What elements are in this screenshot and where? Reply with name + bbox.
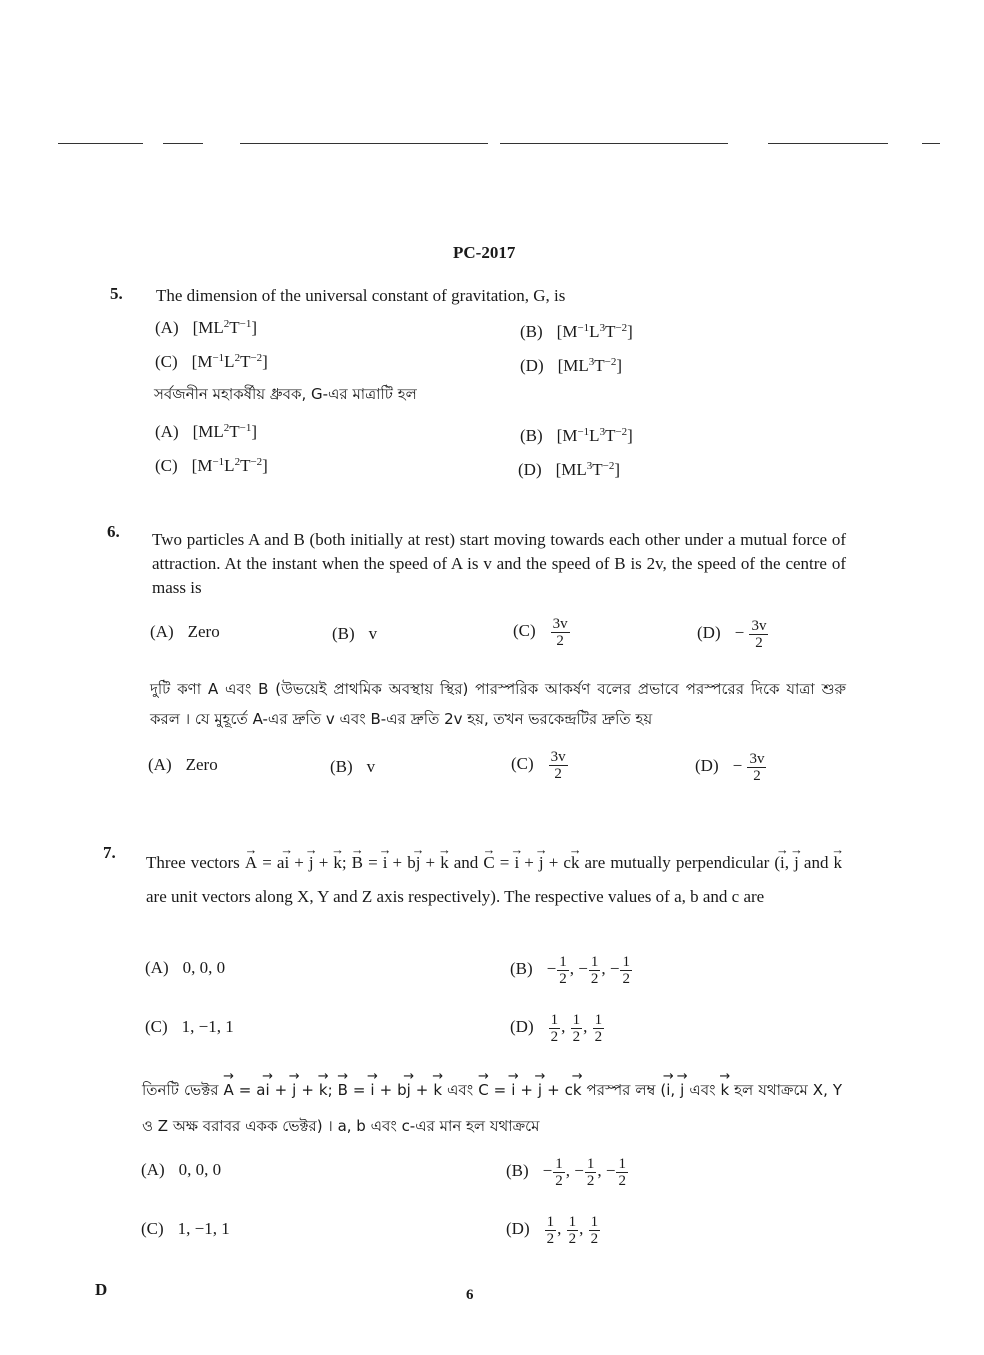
math-text: + xyxy=(269,1081,293,1099)
option-label: (A) xyxy=(155,422,179,441)
option[interactable] xyxy=(518,460,620,480)
math-text: + xyxy=(313,853,334,872)
option-value xyxy=(557,426,633,445)
math-text: − xyxy=(546,959,557,979)
math-text: Zero xyxy=(187,622,220,641)
vector-symbol: → B xyxy=(338,1072,348,1108)
numerator: 1 xyxy=(622,954,630,970)
math-text: [ML xyxy=(555,460,587,479)
superscript: −1 xyxy=(577,322,590,334)
math-text: T xyxy=(240,352,251,371)
option-label: (D) xyxy=(518,460,542,479)
vector-symbol: → A xyxy=(245,846,257,880)
math-text: L xyxy=(224,456,235,475)
option[interactable] xyxy=(520,356,622,376)
math-text: Three vectors xyxy=(146,853,245,872)
option-label: (D) xyxy=(520,356,544,375)
option-label: (D) xyxy=(697,623,721,643)
math-text: + xyxy=(296,1081,319,1099)
option-label: (C) xyxy=(141,1219,164,1238)
math-text: ] xyxy=(616,356,623,375)
header-rule xyxy=(163,143,203,144)
vector-symbol: → A xyxy=(223,1072,233,1108)
math-text: ; xyxy=(341,853,352,872)
vector-symbol: → i xyxy=(284,846,289,880)
fraction xyxy=(567,1214,579,1247)
option-label: (B) xyxy=(520,322,543,341)
option[interactable] xyxy=(330,757,375,777)
vector-symbol: → C xyxy=(478,1072,488,1108)
vector-symbol: → i xyxy=(780,846,785,880)
option[interactable] xyxy=(332,624,377,644)
vector-symbol: → k xyxy=(834,846,843,880)
math-text: , − xyxy=(601,959,620,979)
option-label: (D) xyxy=(510,1017,534,1037)
math-text: পরস্পর লম্ব ( xyxy=(581,1081,667,1099)
denominator: 2 xyxy=(546,1231,555,1247)
math-text: + xyxy=(519,853,539,872)
fraction xyxy=(589,1214,601,1247)
math-text: and xyxy=(448,853,484,872)
vector-symbol: → k xyxy=(571,846,580,880)
option-value xyxy=(192,456,268,475)
vector-symbol: → j xyxy=(292,1072,296,1108)
fraction xyxy=(749,618,768,651)
math-text: , xyxy=(557,1219,566,1239)
math-text: ] xyxy=(262,456,268,475)
math-text: , − xyxy=(569,959,588,979)
denominator: 2 xyxy=(618,1173,626,1189)
superscript: 2 xyxy=(234,352,241,364)
math-text: Zero xyxy=(185,755,218,774)
fraction xyxy=(747,751,766,784)
numerator: 3v xyxy=(751,618,767,634)
math-text: v xyxy=(366,757,376,776)
math-text: T xyxy=(229,318,240,337)
option-label: (C) xyxy=(145,1017,168,1036)
set-code: D xyxy=(95,1280,108,1299)
option-label: (A) xyxy=(155,318,179,337)
option-value xyxy=(193,422,257,441)
option-value xyxy=(369,624,378,643)
option[interactable] xyxy=(145,958,225,978)
option-label: (B) xyxy=(330,757,353,776)
option-label: (D) xyxy=(695,756,719,776)
vector-symbol: → j xyxy=(407,1072,411,1108)
option-value xyxy=(558,356,622,375)
numerator: 1 xyxy=(546,1214,555,1230)
superscript: 3 xyxy=(586,460,593,472)
vector-symbol: → i xyxy=(666,1072,670,1108)
math-text: এবং xyxy=(684,1081,721,1099)
option-label: (A) xyxy=(145,958,169,977)
page-number: 6 xyxy=(466,1287,474,1303)
math-text: [M xyxy=(191,352,213,371)
option-label: (C) xyxy=(511,754,534,774)
header-rule xyxy=(240,143,488,144)
option-value xyxy=(186,755,218,774)
math-text: [M xyxy=(556,426,578,445)
superscript: −1 xyxy=(239,422,252,434)
fraction xyxy=(553,1156,565,1189)
math-text: and xyxy=(798,853,834,872)
superscript: −1 xyxy=(239,318,252,330)
option-value xyxy=(542,1156,629,1189)
option[interactable] xyxy=(155,422,257,442)
option-label: (B) xyxy=(510,959,533,979)
fraction xyxy=(551,616,570,649)
math-text: − xyxy=(732,756,747,776)
numerator: 1 xyxy=(572,1012,581,1028)
vector-symbol: → k xyxy=(721,1072,730,1108)
option-label: (A) xyxy=(141,1160,165,1179)
math-text: = xyxy=(347,1081,371,1099)
math-text: [ML xyxy=(557,356,589,375)
header-rule xyxy=(922,143,940,144)
option-value xyxy=(178,1219,230,1238)
vector-symbol: → B xyxy=(352,846,363,880)
option-label: (B) xyxy=(506,1161,529,1181)
superscript: 2 xyxy=(223,318,230,330)
vector-symbol: → C xyxy=(483,846,494,880)
denominator: 2 xyxy=(753,768,761,784)
option[interactable] xyxy=(145,1017,234,1037)
math-text: ] xyxy=(251,318,258,337)
fraction xyxy=(549,749,568,782)
numerator: 1 xyxy=(586,1156,595,1172)
math-text: T xyxy=(605,322,616,341)
option[interactable] xyxy=(141,1160,221,1180)
math-text: L xyxy=(589,426,600,445)
math-text: হল যথাক্রমে X, Y ও Z অক্ষ বরাবর একক ভেক্টর) । a, b এবং c-এর মান হল যথাক্রমে xyxy=(142,1081,842,1135)
math-text: + xyxy=(410,1081,434,1099)
option-value xyxy=(188,622,220,641)
math-text: [ML xyxy=(192,422,224,441)
math-text: [M xyxy=(191,456,213,475)
superscript: −1 xyxy=(212,352,225,364)
option-value xyxy=(546,954,633,987)
numerator: 3v xyxy=(749,751,765,767)
header-rule xyxy=(58,143,143,144)
math-text: ; xyxy=(327,1081,338,1099)
math-text: T xyxy=(594,356,605,375)
vector-symbol: → i xyxy=(514,846,519,880)
header-rule xyxy=(500,143,728,144)
vector-symbol: → j xyxy=(539,846,544,880)
option-label: (C) xyxy=(155,352,178,371)
option-value xyxy=(179,1160,222,1179)
math-text: , xyxy=(579,1219,588,1239)
denominator: 2 xyxy=(590,971,599,987)
math-text: [M xyxy=(556,322,578,341)
math-text: ] xyxy=(251,422,258,441)
numerator: 1 xyxy=(590,954,599,970)
option-label: (C) xyxy=(155,456,178,475)
superscript: −2 xyxy=(615,322,628,334)
vector-symbol: → j xyxy=(794,846,799,880)
math-text: , xyxy=(561,1017,570,1037)
numerator: 1 xyxy=(590,1214,599,1230)
numerator: 1 xyxy=(555,1156,563,1172)
math-text: T xyxy=(592,460,603,479)
denominator: 2 xyxy=(568,1231,577,1247)
option-label: (D) xyxy=(506,1219,530,1239)
math-text: − xyxy=(734,623,749,643)
math-text: 1, −1, 1 xyxy=(181,1017,234,1036)
denominator: 2 xyxy=(555,1173,563,1189)
question-text-en: The dimension of the universal constant of gravitation, G, is xyxy=(156,286,566,305)
math-text: = xyxy=(494,853,515,872)
question-number: 7. xyxy=(103,843,116,862)
math-text: 1, −1, 1 xyxy=(177,1219,230,1238)
option[interactable] xyxy=(697,618,769,651)
math-text: ] xyxy=(262,352,268,371)
vector-symbol: → k xyxy=(573,1072,582,1108)
math-text: , xyxy=(670,1081,681,1099)
math-text: + b xyxy=(374,1081,407,1099)
header-rule xyxy=(768,143,888,144)
numerator: 3v xyxy=(550,749,566,765)
superscript: 3 xyxy=(599,426,606,438)
denominator: 2 xyxy=(550,1029,559,1045)
math-text: T xyxy=(229,422,240,441)
fraction xyxy=(571,1012,583,1045)
vector-symbol: → k xyxy=(440,846,449,880)
math-text: ] xyxy=(627,322,633,341)
math-text: = xyxy=(488,1081,512,1099)
option-value xyxy=(548,1012,606,1045)
fraction xyxy=(593,1012,605,1045)
question-number: 6. xyxy=(107,522,120,541)
numerator: 1 xyxy=(550,1012,559,1028)
fraction xyxy=(616,1156,628,1189)
question-text-bn: দুটি কণা A এবং B (উভয়েই প্রাথমিক অবস্থায় স্থির) পারস্পরিক আকর্ষণ বলের প্রভাবে পরস্পরের দিকে যাত্রা শুরু করল । যে মুহূর্তে A-এর দ্রুতি v এবং B-এর দ্রুতি 2v হয়, তখন ভরকেন্দ্রটির দ্রুতি হয় xyxy=(150,680,846,728)
math-text: , − xyxy=(597,1161,616,1181)
fraction xyxy=(620,954,632,987)
math-text: T xyxy=(240,456,251,475)
fraction xyxy=(585,1156,597,1189)
math-text: v xyxy=(368,624,378,643)
math-text: = a xyxy=(233,1081,266,1099)
fraction xyxy=(589,954,601,987)
question-text-en: Two particles A and B (both initially at rest) start moving towards each other under a mutual force of attraction. At the instant when the speed of A is v and the speed of B is 2v, the speed of the centre of mass is xyxy=(152,530,846,597)
denominator: 2 xyxy=(594,1029,603,1045)
option[interactable] xyxy=(520,426,633,446)
question-number: 5. xyxy=(110,284,123,303)
numerator: 1 xyxy=(618,1156,626,1172)
denominator: 2 xyxy=(590,1231,599,1247)
numerator: 1 xyxy=(559,954,567,970)
superscript: 2 xyxy=(234,456,241,468)
option-value xyxy=(550,616,571,649)
vector-symbol: → i xyxy=(265,1072,269,1108)
math-text: + xyxy=(289,853,309,872)
option[interactable] xyxy=(520,322,633,342)
superscript: −1 xyxy=(212,456,225,468)
option-value xyxy=(548,749,569,782)
option-label: (A) xyxy=(150,622,174,641)
vector-symbol: → i xyxy=(383,846,388,880)
vector-symbol: → j xyxy=(680,1072,684,1108)
superscript: −2 xyxy=(250,352,263,364)
option[interactable] xyxy=(506,1214,601,1247)
math-text: − xyxy=(542,1161,553,1181)
math-text: তিনটি ভেক্টর xyxy=(142,1081,224,1099)
option[interactable] xyxy=(695,751,767,784)
math-text: = xyxy=(363,853,383,872)
option[interactable] xyxy=(150,622,220,642)
math-text: L xyxy=(589,322,600,341)
superscript: −2 xyxy=(250,456,263,468)
fraction xyxy=(549,1012,561,1045)
fraction xyxy=(545,1214,557,1247)
math-text: L xyxy=(224,352,235,371)
option-value xyxy=(734,618,770,651)
vector-symbol: → j xyxy=(538,1072,542,1108)
option[interactable] xyxy=(513,616,571,649)
math-text: এবং xyxy=(442,1081,479,1099)
question-text-bn: সর্বজনীন মহাকর্ষীয় ধ্রুবক, G-এর মাত্রাটি হল xyxy=(154,385,417,403)
option[interactable] xyxy=(148,755,218,775)
option-value xyxy=(557,322,633,341)
option-value xyxy=(732,751,768,784)
option[interactable] xyxy=(141,1219,230,1239)
option-value xyxy=(544,1214,602,1247)
math-text: ] xyxy=(614,460,621,479)
denominator: 2 xyxy=(586,1173,595,1189)
denominator: 2 xyxy=(572,1029,581,1045)
denominator: 2 xyxy=(554,766,562,782)
option[interactable] xyxy=(155,456,268,476)
math-text: , xyxy=(583,1017,592,1037)
math-text: 0, 0, 0 xyxy=(182,958,226,977)
fraction xyxy=(557,954,569,987)
option-value xyxy=(183,958,226,977)
superscript: 3 xyxy=(599,322,606,334)
option[interactable] xyxy=(510,954,633,987)
math-text: 0, 0, 0 xyxy=(178,1160,222,1179)
option-value xyxy=(367,757,376,776)
vector-symbol: → k xyxy=(433,1072,442,1108)
vector-symbol: → i xyxy=(511,1072,515,1108)
numerator: 1 xyxy=(568,1214,577,1230)
denominator: 2 xyxy=(622,971,630,987)
denominator: 2 xyxy=(559,971,567,987)
vector-symbol: → k xyxy=(333,846,342,880)
superscript: −1 xyxy=(577,426,590,438)
paper-code: PC-2017 xyxy=(453,243,516,262)
math-text: + c xyxy=(543,853,571,872)
question-text-bn xyxy=(142,1072,842,1144)
math-text: + xyxy=(515,1081,538,1099)
option-label: (B) xyxy=(332,624,355,643)
math-text: + b xyxy=(387,853,416,872)
math-text: , xyxy=(784,853,795,872)
option-value xyxy=(182,1017,234,1036)
superscript: −2 xyxy=(604,356,617,368)
vector-symbol: → j xyxy=(309,846,314,880)
option-value xyxy=(192,352,268,371)
math-text: [ML xyxy=(192,318,224,337)
option-value xyxy=(556,460,620,479)
superscript: −2 xyxy=(602,460,615,472)
superscript: 3 xyxy=(588,356,595,368)
denominator: 2 xyxy=(556,633,564,649)
vector-symbol: → k xyxy=(319,1072,328,1108)
option-label: (A) xyxy=(148,755,172,774)
superscript: 2 xyxy=(223,422,230,434)
option[interactable] xyxy=(155,352,268,372)
option-label: (C) xyxy=(513,621,536,641)
numerator: 3v xyxy=(552,616,568,632)
vector-symbol: → i xyxy=(370,1072,374,1108)
denominator: 2 xyxy=(755,635,763,651)
option-label: (B) xyxy=(520,426,543,445)
math-text: + xyxy=(420,853,441,872)
math-text: are unit vectors along X, Y and Z axis respectively). The respective values of a, b and c are xyxy=(146,887,765,906)
option[interactable] xyxy=(506,1156,629,1189)
option[interactable] xyxy=(511,749,569,782)
vector-symbol: → j xyxy=(416,846,421,880)
option-value xyxy=(193,318,257,337)
option[interactable] xyxy=(155,318,257,338)
math-text: are mutually perpendicular ( xyxy=(579,853,781,872)
numerator: 1 xyxy=(594,1012,603,1028)
math-text: + c xyxy=(542,1081,573,1099)
math-text: = a xyxy=(257,853,285,872)
question-text-en xyxy=(146,846,842,914)
math-text: T xyxy=(605,426,616,445)
math-text: , − xyxy=(565,1161,584,1181)
option[interactable] xyxy=(510,1012,605,1045)
superscript: −2 xyxy=(615,426,628,438)
math-text: ] xyxy=(627,426,633,445)
